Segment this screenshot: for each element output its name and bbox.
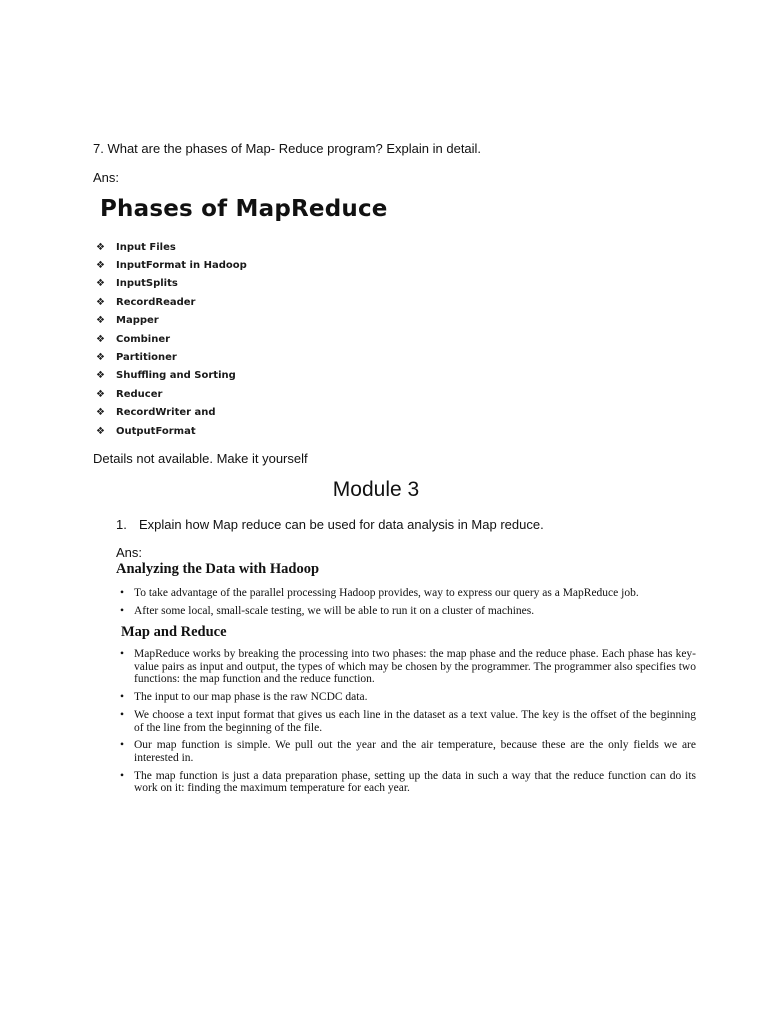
details-note: Details not available. Make it yourself: [93, 451, 308, 466]
question-text: Explain how Map reduce can be used for data analysis in Map reduce.: [139, 517, 544, 532]
question-7: 7. What are the phases of Map- Reduce program? Explain in detail.: [93, 141, 482, 156]
diamond-bullet-icon: ❖: [96, 333, 105, 345]
phase-item: ❖ Partitioner: [96, 352, 177, 364]
map-and-reduce-list: [120, 648, 696, 800]
bullet-icon: •: [120, 708, 125, 721]
analyzing-heading: Analyzing the Data with Hadoop: [116, 561, 320, 577]
answer-label-1: Ans:: [93, 170, 120, 185]
diamond-bullet-icon: ❖: [96, 388, 105, 400]
question-number: 1.: [116, 517, 127, 532]
diamond-bullet-icon: ❖: [96, 407, 105, 419]
phase-list: [96, 238, 247, 440]
diamond-bullet-icon: ❖: [96, 370, 105, 382]
list-item: • Our map function is simple. We pull out the year and the air temperature, because these are the only fields we are interested in.: [120, 739, 696, 764]
bullet-icon: •: [120, 739, 125, 752]
bullet-icon: •: [120, 604, 125, 617]
diamond-bullet-icon: ❖: [96, 352, 105, 364]
list-item: • To take advantage of the parallel processing Hadoop provides, way to express our query as a MapReduce job.: [120, 587, 639, 599]
bullet-icon: •: [120, 691, 125, 704]
answer-label-2: Ans:: [116, 545, 143, 560]
diamond-bullet-icon: ❖: [96, 241, 105, 253]
diamond-bullet-icon: ❖: [96, 296, 105, 308]
phase-item: ❖ Combiner: [96, 333, 171, 345]
list-item: • After some local, small-scale testing, we will be able to run it on a cluster of machines.: [120, 604, 535, 617]
phase-item: ❖ OutputFormat: [96, 425, 196, 437]
diamond-bullet-icon: ❖: [96, 278, 105, 290]
analyzing-list: [120, 587, 696, 622]
list-item: • MapReduce works by breaking the processing into two phases: the map phase and the reduce phase. Each phase has key-value pairs as input and output, the types of which may be chosen by the programmer. The programmer also specifies two functions: the map function and the reduce function.: [120, 648, 696, 686]
phase-item: ❖ Reducer: [96, 388, 163, 400]
bullet-icon: •: [120, 648, 125, 660]
phase-item: ❖ InputSplits: [96, 278, 178, 290]
map-and-reduce-heading: Map and Reduce: [121, 624, 227, 640]
phases-title: Phases of MapReduce: [100, 196, 388, 222]
phase-item: ❖ RecordWriter and: [96, 407, 216, 419]
phase-item: ❖ Shuffling and Sorting: [96, 370, 236, 382]
diamond-bullet-icon: ❖: [96, 315, 105, 327]
diamond-bullet-icon: ❖: [96, 260, 105, 272]
phase-item: ❖ InputFormat in Hadoop: [96, 260, 247, 272]
module-title: Module 3: [332, 478, 420, 501]
phase-item: ❖ Input Files: [96, 241, 176, 253]
list-item: • The map function is just a data preparation phase, setting up the data in such a way that the reduce function can do its work on it: finding the maximum temperature for each year.: [120, 769, 696, 795]
list-item: • The input to our map phase is the raw NCDC data.: [120, 691, 368, 704]
bullet-icon: •: [120, 587, 125, 599]
question-1: [116, 517, 544, 532]
diamond-bullet-icon: ❖: [96, 425, 105, 437]
phase-item: ❖ Mapper: [96, 315, 159, 327]
list-item: • We choose a text input format that gives us each line in the dataset as a text value. The key is the offset of the beginning of the line from the beginning of the file.: [120, 708, 696, 734]
bullet-icon: •: [120, 769, 125, 782]
phase-item: ❖ RecordReader: [96, 296, 196, 308]
